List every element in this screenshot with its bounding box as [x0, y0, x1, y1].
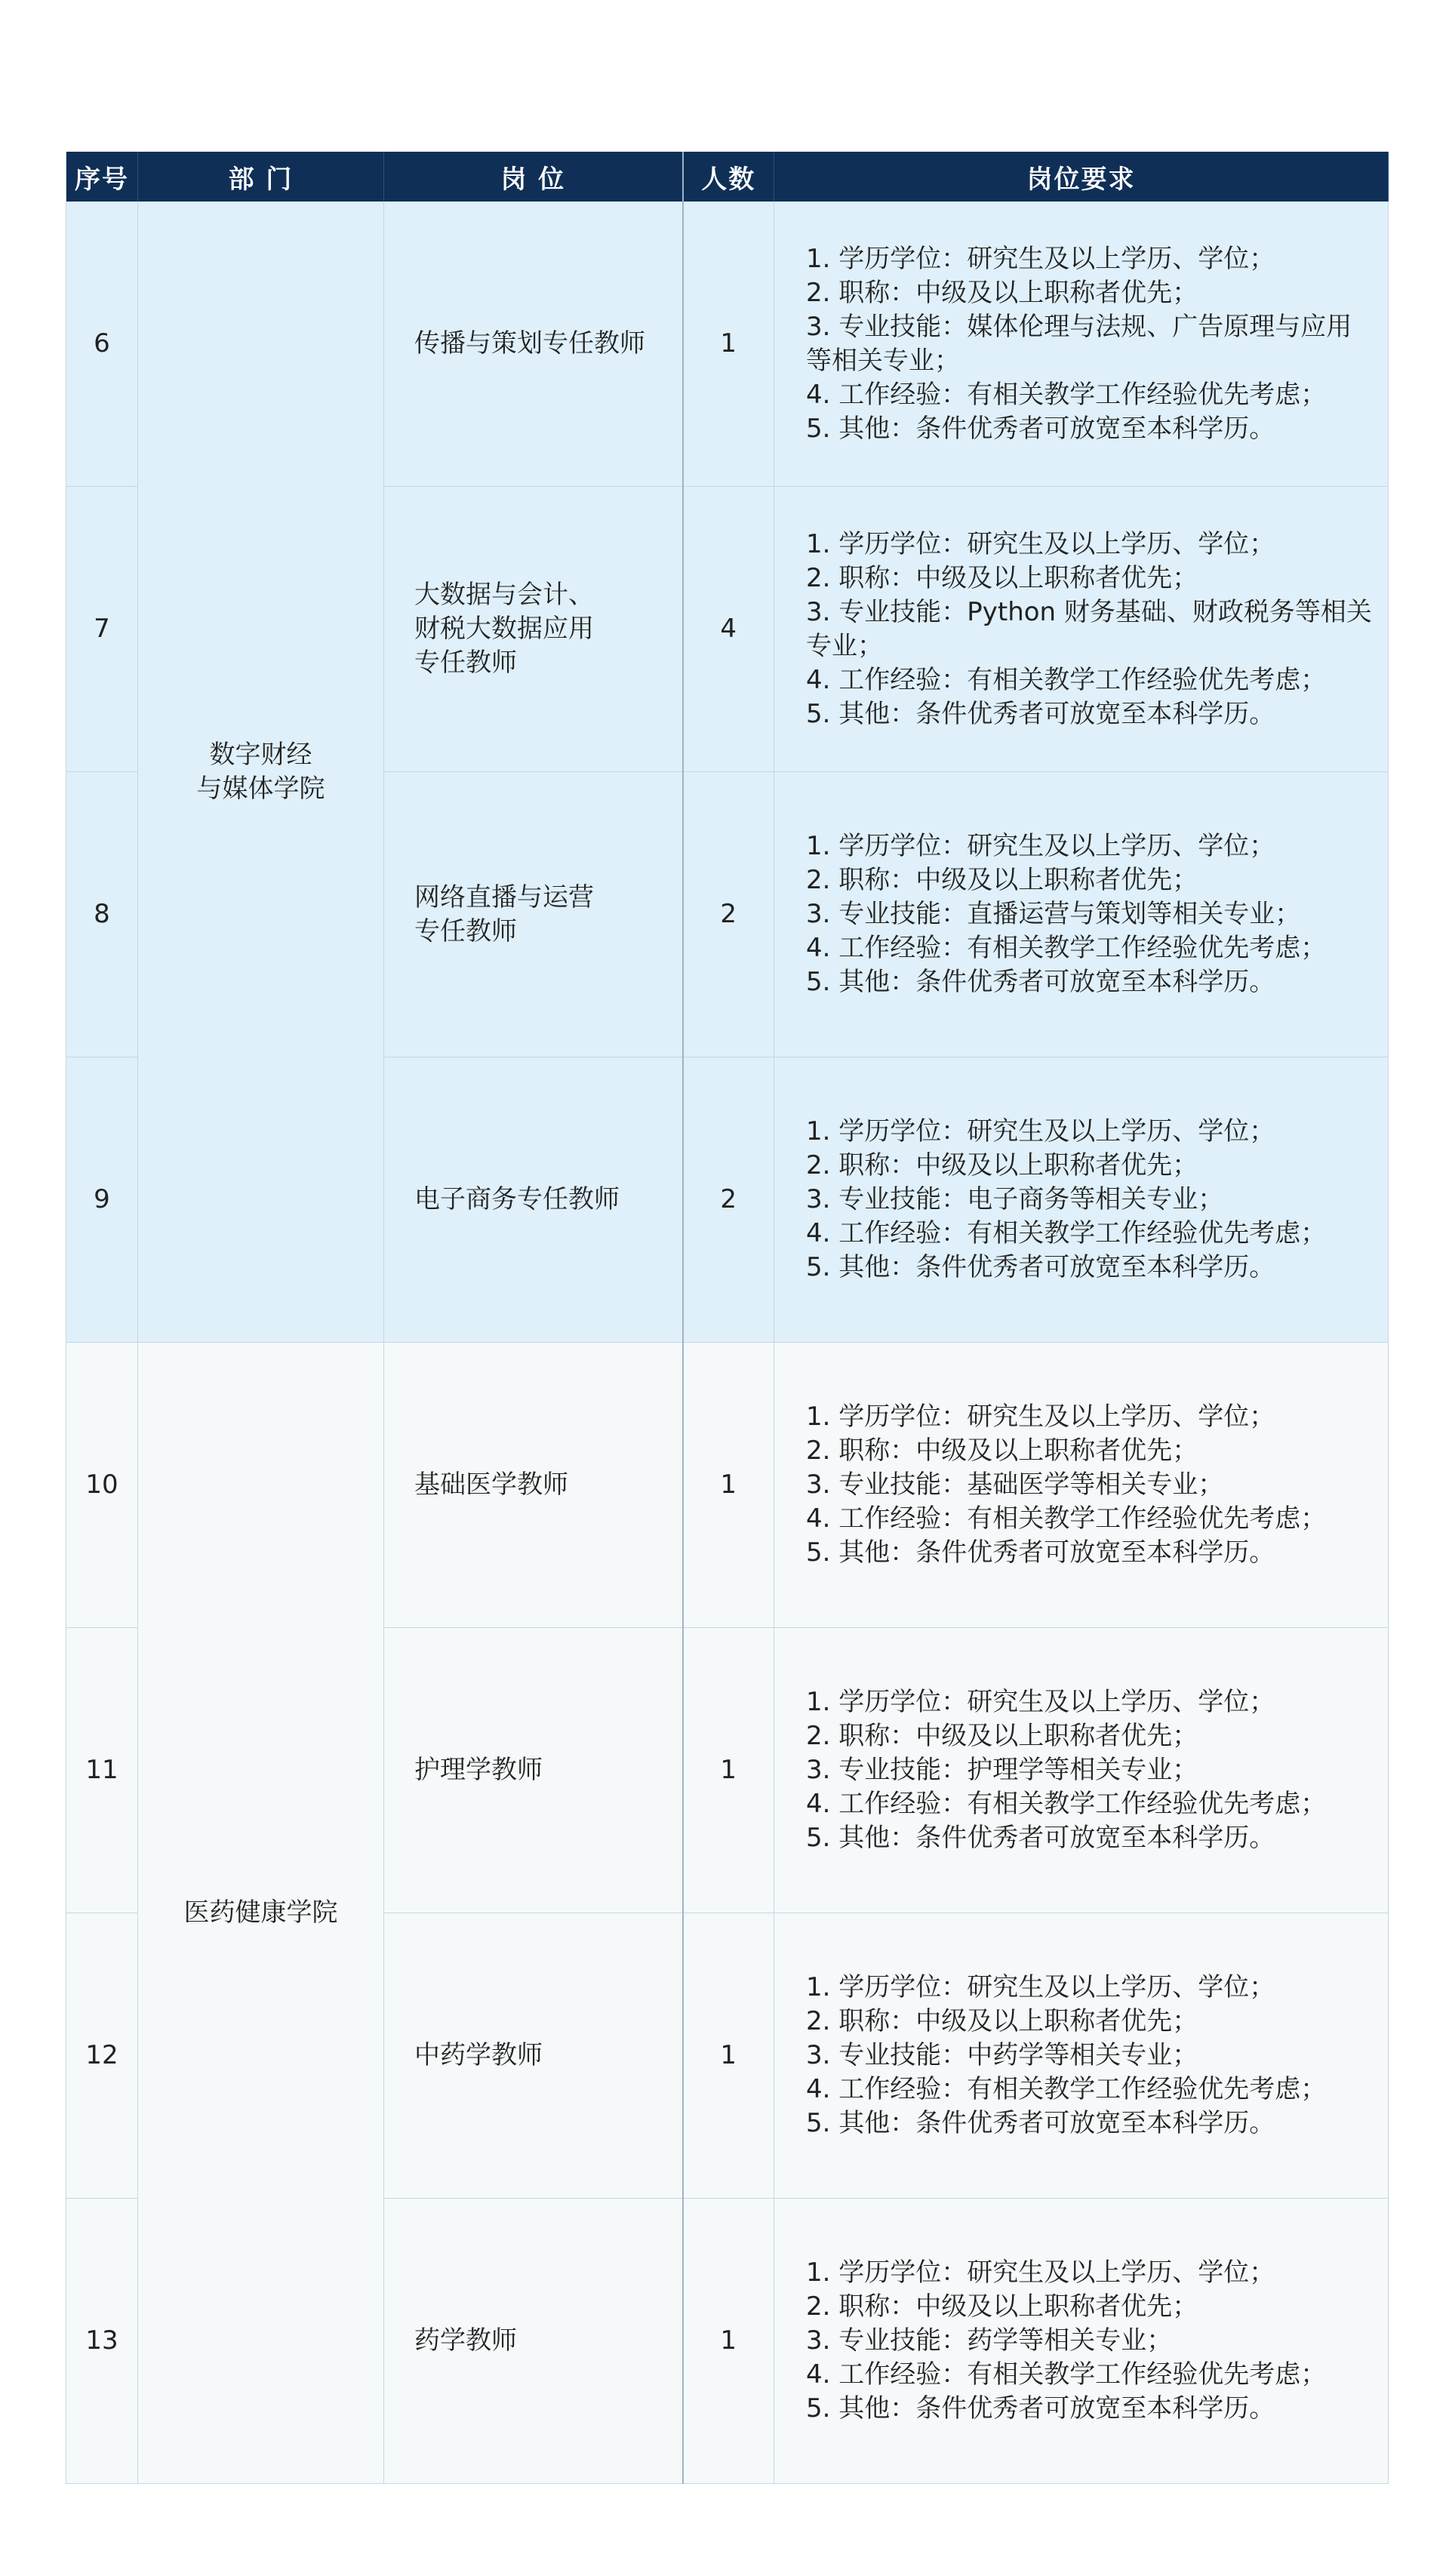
requirements-cell — [774, 487, 1389, 772]
position-cell — [384, 1057, 683, 1343]
requirement-item: 4. 工作经验：有相关教学工作经验优先考虑； — [806, 1503, 1327, 1534]
requirement-item: 5. 其他：条件优秀者可放宽至本科学历。 — [806, 2393, 1275, 2424]
requirement-item: 4. 工作经验：有相关教学工作经验优先考虑； — [806, 2359, 1327, 2390]
row-number: 7 — [66, 487, 138, 772]
requirement-item: 2. 职称：中级及以上职称者优先； — [806, 2006, 1198, 2036]
requirement-item: 3. 专业技能：直播运营与策划等相关专业； — [806, 899, 1301, 929]
requirement-item: 4. 工作经验：有相关教学工作经验优先考虑； — [806, 2074, 1327, 2104]
header-count: 人数 — [683, 152, 774, 202]
requirement-item: 2. 职称：中级及以上职称者优先； — [806, 2291, 1198, 2322]
header-position: 岗 位 — [384, 152, 683, 202]
position-name: 电子商务专任教师 — [414, 1184, 620, 1214]
requirement-item: 2. 职称：中级及以上职称者优先； — [806, 865, 1198, 895]
headcount-cell: 2 — [683, 1057, 774, 1343]
table-row — [66, 1343, 1389, 1628]
requirement-item: 1. 学历学位：研究生及以上学历、学位； — [806, 1687, 1275, 1717]
requirement-item: 3. 专业技能：媒体伦理与法规、广告原理与应用等相关专业； — [806, 311, 1352, 376]
requirement-item: 2. 职称：中级及以上职称者优先； — [806, 1721, 1198, 1751]
headcount-cell: 1 — [683, 202, 774, 487]
position-cell — [384, 202, 683, 487]
position-name: 专任教师 — [414, 648, 517, 678]
requirement-item: 4. 工作经验：有相关教学工作经验优先考虑； — [806, 1218, 1327, 1248]
requirements-cell — [774, 772, 1389, 1057]
row-number: 9 — [66, 1057, 138, 1343]
row-number: 6 — [66, 202, 138, 487]
position-cell — [384, 1343, 683, 1628]
position-name: 药学教师 — [414, 2325, 517, 2356]
requirement-item: 5. 其他：条件优秀者可放宽至本科学历。 — [806, 1823, 1275, 1853]
row-number: 8 — [66, 772, 138, 1057]
department-cell — [138, 1343, 384, 2484]
header-requirements: 岗位要求 — [774, 152, 1389, 202]
requirement-item: 3. 专业技能：护理学等相关专业； — [806, 1755, 1198, 1785]
requirement-item: 5. 其他：条件优秀者可放宽至本科学历。 — [806, 967, 1275, 997]
requirement-item: 1. 学历学位：研究生及以上学历、学位； — [806, 2257, 1275, 2288]
requirement-item: 1. 学历学位：研究生及以上学历、学位； — [806, 831, 1275, 861]
requirement-item: 3. 专业技能：药学等相关专业； — [806, 2325, 1173, 2356]
header-dept: 部 门 — [138, 152, 384, 202]
headcount-cell: 4 — [683, 487, 774, 772]
position-name: 中药学教师 — [414, 2040, 543, 2070]
position-name: 网络直播与运营 — [414, 882, 594, 913]
requirement-item: 2. 职称：中级及以上职称者优先； — [806, 277, 1198, 308]
requirement-item: 1. 学历学位：研究生及以上学历、学位； — [806, 243, 1275, 274]
headcount-cell: 1 — [683, 1628, 774, 1913]
header-no: 序号 — [66, 152, 138, 202]
requirement-item: 5. 其他：条件优秀者可放宽至本科学历。 — [806, 698, 1275, 729]
headcount-cell: 1 — [683, 1343, 774, 1628]
department-cell — [138, 202, 384, 1343]
requirement-item: 3. 专业技能：Python 财务基础、财政税务等相关专业； — [806, 596, 1372, 661]
department-name-line: 数字财经 — [209, 739, 312, 770]
requirement-item: 4. 工作经验：有相关教学工作经验优先考虑； — [806, 933, 1327, 963]
position-name: 基础医学教师 — [414, 1470, 568, 1500]
headcount-cell: 1 — [683, 2199, 774, 2484]
requirement-item: 3. 专业技能：基础医学等相关专业； — [806, 1470, 1224, 1500]
table-row — [66, 202, 1389, 487]
position-cell — [384, 772, 683, 1057]
requirement-item: 5. 其他：条件优秀者可放宽至本科学历。 — [806, 2108, 1275, 2138]
position-name: 大数据与会计、 — [414, 580, 594, 610]
position-name: 护理学教师 — [414, 1755, 543, 1785]
position-cell — [384, 2199, 683, 2484]
requirements-cell — [774, 1057, 1389, 1343]
row-number: 13 — [66, 2199, 138, 2484]
requirement-item: 1. 学历学位：研究生及以上学历、学位； — [806, 1972, 1275, 2002]
position-name: 传播与策划专任教师 — [414, 328, 645, 359]
requirement-item: 4. 工作经验：有相关教学工作经验优先考虑； — [806, 664, 1327, 695]
position-cell — [384, 1913, 683, 2199]
requirements-cell — [774, 1628, 1389, 1913]
requirements-cell — [774, 2199, 1389, 2484]
department-name-line: 与媒体学院 — [196, 773, 325, 804]
requirement-item: 2. 职称：中级及以上职称者优先； — [806, 1150, 1198, 1180]
position-name: 财税大数据应用 — [414, 614, 594, 644]
recruitment-table — [66, 152, 1389, 2484]
requirements-cell — [774, 1913, 1389, 2199]
requirement-item: 3. 专业技能：电子商务等相关专业； — [806, 1184, 1224, 1214]
row-number: 11 — [66, 1628, 138, 1913]
requirement-item: 4. 工作经验：有相关教学工作经验优先考虑； — [806, 379, 1327, 410]
requirement-item: 2. 职称：中级及以上职称者优先； — [806, 562, 1198, 593]
requirement-item: 5. 其他：条件优秀者可放宽至本科学历。 — [806, 1537, 1275, 1568]
position-cell — [384, 1628, 683, 1913]
headcount-cell: 1 — [683, 1913, 774, 2199]
headcount-cell: 2 — [683, 772, 774, 1057]
requirement-item: 5. 其他：条件优秀者可放宽至本科学历。 — [806, 1252, 1275, 1282]
table-header — [66, 152, 1389, 202]
position-cell — [384, 487, 683, 772]
row-number: 12 — [66, 1913, 138, 2199]
department-name-line: 医药健康学院 — [183, 1897, 338, 1928]
requirement-item: 2. 职称：中级及以上职称者优先； — [806, 1436, 1198, 1466]
row-number: 10 — [66, 1343, 138, 1628]
requirements-cell — [774, 202, 1389, 487]
requirement-item: 1. 学历学位：研究生及以上学历、学位； — [806, 1116, 1275, 1146]
requirements-cell — [774, 1343, 1389, 1628]
requirement-item: 4. 工作经验：有相关教学工作经验优先考虑； — [806, 1789, 1327, 1819]
requirement-item: 1. 学历学位：研究生及以上学历、学位； — [806, 1402, 1275, 1432]
requirement-item: 5. 其他：条件优秀者可放宽至本科学历。 — [806, 413, 1275, 444]
position-name: 专任教师 — [414, 916, 517, 946]
requirement-item: 1. 学历学位：研究生及以上学历、学位； — [806, 528, 1275, 559]
requirement-item: 3. 专业技能：中药学等相关专业； — [806, 2040, 1198, 2070]
